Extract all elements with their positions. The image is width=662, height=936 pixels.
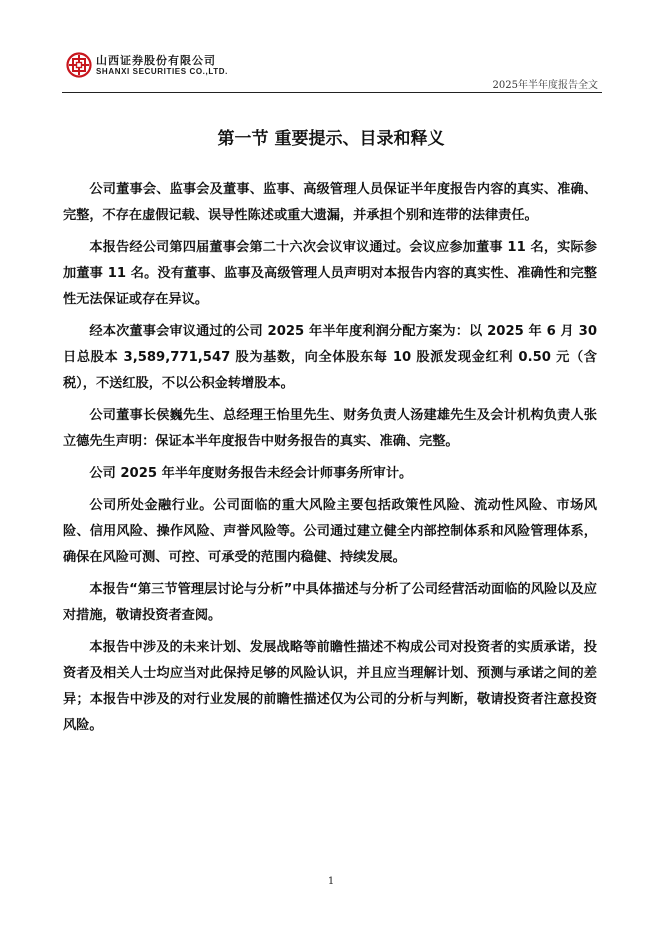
paragraph-risk-reference: 本报告“第三节管理层讨论与分析”中具体描述与分析了公司经营活动面临的风险以及应对措施，敬请投资者查阅。: [63, 582, 597, 623]
page-number: 1: [327, 876, 335, 887]
company-name-cn: 山西证券股份有限公司: [96, 54, 216, 67]
document-body: [63, 177, 597, 745]
paragraph-risk-factors: 公司所处金融行业。公司面临的重大风险主要包括政策性风险、流动性风险、市场风险、信用风险、操作风险、声誉风险等。公司通过建立健全内部控制体系和风险管理体系，确保在风险可测、可控、可承受的范围内稳健、持续发展。: [63, 498, 597, 565]
paragraph-board-approval: 本报告经公司第四届董事会第二十六次会议审议通过。会议应参加董事 11 名，实际参加董事 11 名。没有董事、监事及高级管理人员声明对本报告内容的真实性、准确性和完整性无法保证或存在异议。: [63, 240, 597, 307]
paragraph-profit-distribution: 经本次董事会审议通过的公司 2025 年半年度利润分配方案为：以 2025 年 6 月 30 日总股本 3,589,771,547 股为基数，向全体股东每 10 股派发现金红利 0.50 元（含税），不送红股，不以公积金转增股本。: [63, 324, 597, 391]
paragraph-officer-statement: 公司董事长侯巍先生、总经理王怡里先生、财务负责人汤建雄先生及会计机构负责人张立德先生声明：保证本半年度报告中财务报告的真实、准确、完整。: [63, 408, 597, 449]
paragraph-audit-status: 公司 2025 年半年度财务报告未经会计师事务所审计。: [89, 466, 413, 481]
paragraph-forward-looking: 本报告中涉及的未来计划、发展战略等前瞻性描述不构成公司对投资者的实质承诺，投资者及相关人士均应当对此保持足够的风险认识，并且应当理解计划、预测与承诺之间的差异；本报告中涉及的对行业发展的前瞻性描述仅为公司的分析与判断，敬请投资者注意投资风险。: [63, 640, 597, 733]
section-title: 第一节 重要提示、目录和释义: [217, 129, 445, 149]
report-title: 2025年半年度报告全文: [492, 80, 598, 91]
paragraph-guarantee: 公司董事会、监事会及董事、监事、高级管理人员保证半年度报告内容的真实、准确、完整，不存在虚假记载、误导性陈述或重大遗漏，并承担个别和连带的法律责任。: [63, 182, 597, 223]
shanxi-securities-logo-icon: [66, 52, 92, 78]
company-name-en: SHANXI SECURITIES CO.,LTD.: [96, 67, 228, 76]
page-header: [62, 50, 602, 93]
